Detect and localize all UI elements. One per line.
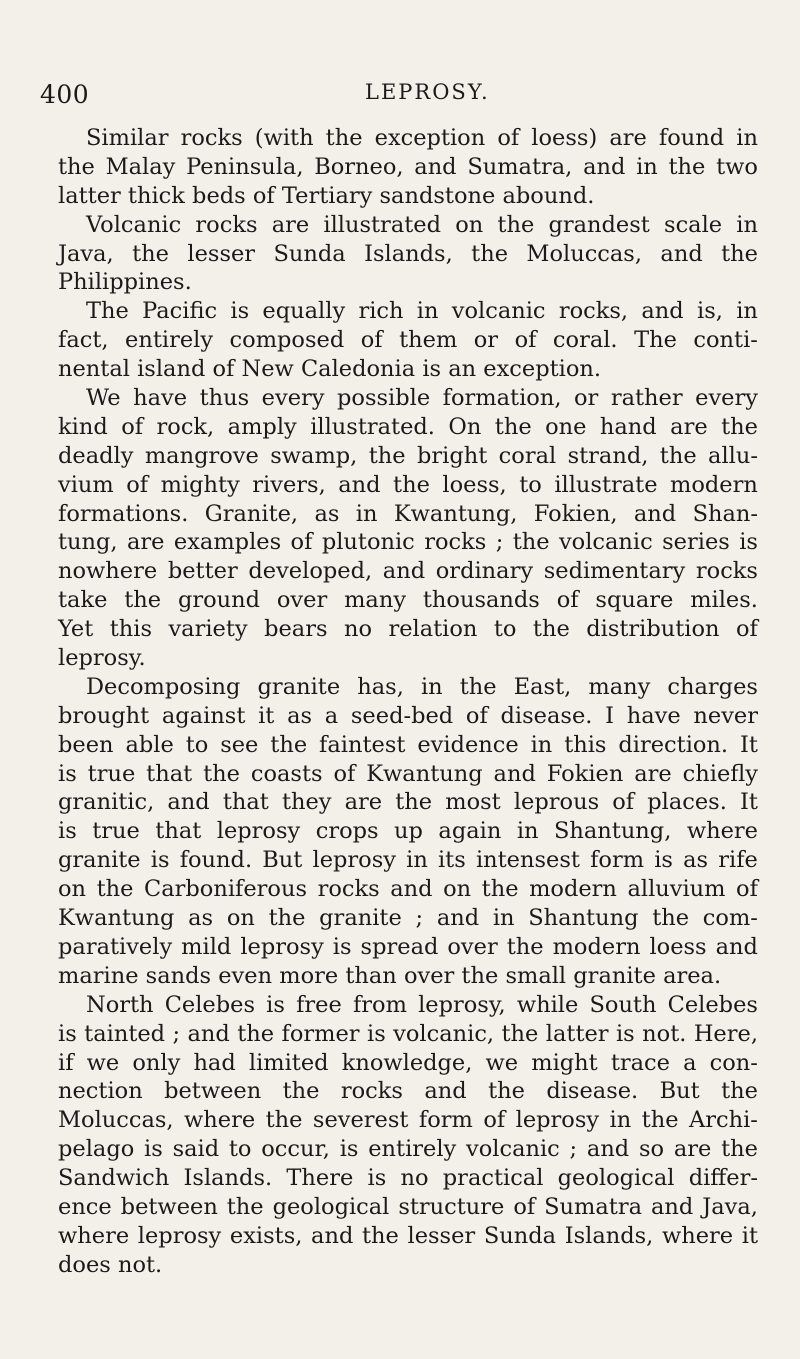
text-line: The Pacific is equally rich in volcanic rocks, and is, in xyxy=(86,298,758,325)
body-text xyxy=(58,124,758,1280)
text-line: been able to see the faintest evidence in this direction. It xyxy=(58,731,758,758)
text-line: tung, are examples of plutonic rocks ; the volcanic series is xyxy=(58,529,758,556)
text-line: latter thick beds of Tertiary sandstone abound. xyxy=(58,182,595,209)
text-line: is tainted ; and the former is volcanic, the latter is not. Here, xyxy=(58,1020,758,1047)
text-line: nowhere better developed, and ordinary sedimentary rocks xyxy=(58,558,758,585)
text-line: if we only had limited knowledge, we might trace a con- xyxy=(58,1049,758,1076)
text-line: paratively mild leprosy is spread over the modern loess and xyxy=(58,933,758,960)
text-line: pelago is said to occur, is entirely volcanic ; and so are the xyxy=(58,1136,758,1163)
text-line: North Celebes is free from leprosy, while South Celebes xyxy=(86,991,758,1018)
text-line: brought against it as a seed-bed of disease. I have never xyxy=(58,702,758,729)
text-line: Decomposing granite has, in the East, many charges xyxy=(86,673,758,700)
text-line: ence between the geological structure of Sumatra and Java, xyxy=(58,1193,758,1220)
text-line: deadly mangrove swamp, the bright coral strand, the allu- xyxy=(58,442,758,469)
text-line: Sandwich Islands. There is no practical geological differ- xyxy=(58,1165,758,1192)
text-line: Java, the lesser Sunda Islands, the Moluccas, and the xyxy=(58,240,758,267)
text-line: Philippines. xyxy=(58,269,192,296)
text-line: marine sands even more than over the small granite area. xyxy=(58,962,722,989)
text-line: take the ground over many thousands of square miles. xyxy=(58,587,758,614)
text-line: is true that leprosy crops up again in Shantung, where xyxy=(58,818,758,845)
text-line: We have thus every possible formation, or rather every xyxy=(86,385,758,412)
text-line: Moluccas, where the severest form of leprosy in the Archi- xyxy=(58,1107,758,1134)
text-line: on the Carboniferous rocks and on the modern alluvium of xyxy=(58,876,758,903)
text-line: where leprosy exists, and the lesser Sunda Islands, where it xyxy=(58,1222,758,1249)
text-line: formations. Granite, as in Kwantung, Fokien, and Shan- xyxy=(58,500,758,527)
text-line: Similar rocks (with the exception of loess) are found in xyxy=(86,125,758,151)
text-line: the Malay Peninsula, Borneo, and Sumatra, and in the two xyxy=(58,153,758,180)
text-line: nection between the rocks and the disease. But the xyxy=(58,1078,758,1105)
text-line: nental island of New Caledonia is an exception. xyxy=(58,356,602,383)
page-header xyxy=(40,80,760,110)
text-line: leprosy. xyxy=(58,645,146,672)
text-line: Kwantung as on the granite ; and in Shantung the com- xyxy=(58,905,758,932)
text-line: is true that the coasts of Kwantung and Fokien are chiefly xyxy=(58,760,758,787)
text-line: kind of rock, amply illustrated. On the one hand are the xyxy=(58,413,758,440)
text-line: granite is found. But leprosy in its intensest form is as rife xyxy=(58,847,758,874)
text-line: Volcanic rocks are illustrated on the grandest scale in xyxy=(86,211,758,238)
text-line: fact, entirely composed of them or of coral. The conti- xyxy=(58,327,758,354)
text-line: granitic, and that they are the most leprous of places. It xyxy=(58,789,758,816)
text-line: does not. xyxy=(58,1251,163,1278)
running-head: LEPROSY. xyxy=(365,80,490,104)
text-line: vium of mighty rivers, and the loess, to illustrate modern xyxy=(58,471,758,498)
page-number: 400 xyxy=(40,80,90,109)
text-line: Yet this variety bears no relation to the distribution of xyxy=(58,616,758,643)
